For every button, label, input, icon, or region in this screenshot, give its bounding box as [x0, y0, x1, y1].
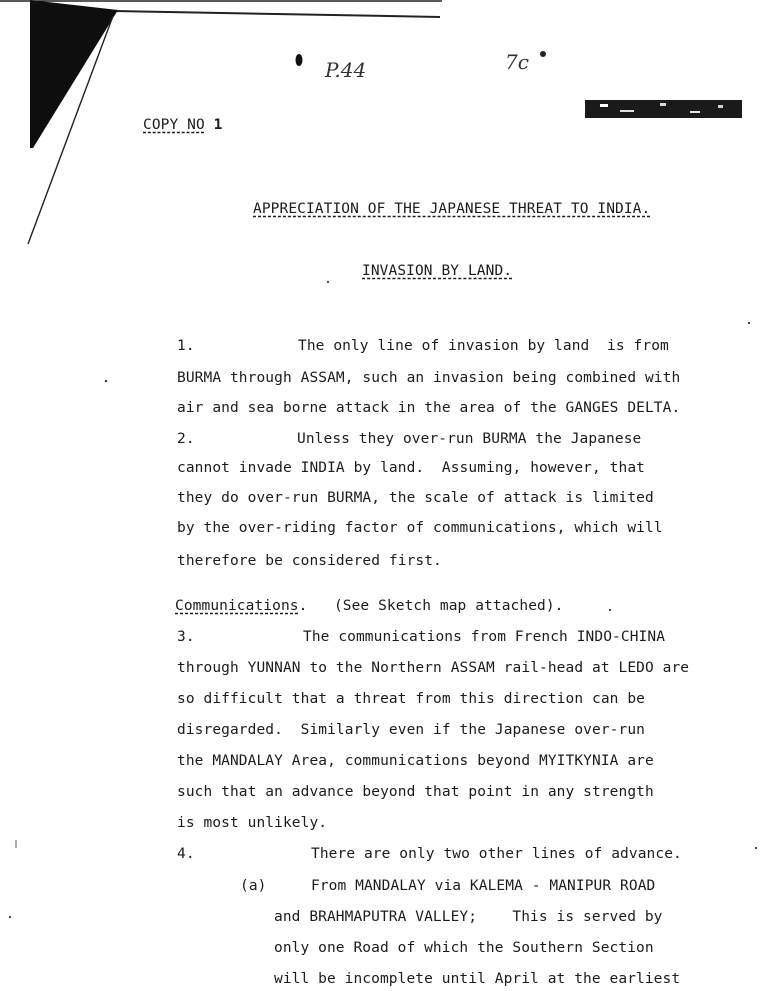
text-line: only one Road of which the Southern Section — [274, 940, 654, 956]
speck — [9, 916, 11, 918]
text-line: cannot invade INDIA by land. Assuming, however, that — [177, 460, 645, 476]
speck — [105, 380, 107, 382]
text-line: they do over-run BURMA, the scale of attack is limited — [177, 490, 654, 506]
text-line: The communications from French INDO-CHINA — [303, 629, 666, 645]
text-line: From MANDALAY via KALEMA - MANIPUR ROAD — [311, 878, 656, 894]
speck — [748, 322, 750, 324]
copy-label: COPY NO — [143, 117, 205, 133]
text-line: disregarded. Similarly even if the Japanese over-run — [177, 722, 645, 738]
text-line: . (See Sketch map attached). — [298, 598, 564, 614]
redaction-bar — [585, 100, 742, 118]
ink-dot-right — [540, 51, 546, 57]
text-line: so difficult that a threat from this direction can be — [177, 691, 645, 707]
text-line: therefore be considered first. — [177, 553, 442, 569]
text-line: There are only two other lines of advance. — [311, 846, 682, 862]
communications-heading: Communications — [175, 598, 299, 614]
text-line: The only line of invasion by land is from — [298, 338, 669, 354]
speck — [609, 609, 611, 611]
paragraph-number: 2. — [177, 431, 195, 447]
text-line: air and sea borne attack in the area of the GANGES DELTA. — [177, 400, 681, 416]
document-title: APPRECIATION OF THE JAPANESE THREAT TO INDIA. — [253, 201, 651, 217]
text-line: and BRAHMAPUTRA VALLEY; This is served by — [274, 909, 663, 925]
text-line: the MANDALAY Area, communications beyond MYITKYNIA are — [177, 753, 654, 769]
paragraph-number: 3. — [177, 629, 195, 645]
text-line: BURMA through ASSAM, such an invasion being combined with — [177, 370, 681, 386]
speck — [755, 847, 757, 849]
paragraph-number: 1. — [177, 338, 195, 354]
communications-heading-line — [175, 597, 564, 615]
text-line: is most unlikely. — [177, 815, 328, 831]
speck — [327, 281, 329, 283]
corner-fold-shadow — [30, 0, 118, 148]
handwritten-mark: 7c — [505, 50, 529, 74]
text-line: by the over-riding factor of communications, which will — [177, 520, 663, 536]
text-line: through YUNNAN to the Northern ASSAM rail-head at LEDO are — [177, 660, 690, 676]
text-line: Unless they over-run BURMA the Japanese — [297, 431, 642, 447]
paragraph-number: 4. — [177, 846, 195, 862]
handwritten-page-ref: P.44 — [325, 58, 367, 82]
subparagraph-label: (a) — [240, 878, 267, 894]
text-line: such that an advance beyond that point in any strength — [177, 784, 654, 800]
text-line: will be incomplete until April at the earliest — [274, 971, 681, 987]
copy-number: 1 — [213, 117, 223, 133]
ink-blot-top — [296, 54, 303, 66]
section-heading: INVASION BY LAND. — [362, 263, 513, 279]
copy-number-label — [143, 116, 223, 134]
